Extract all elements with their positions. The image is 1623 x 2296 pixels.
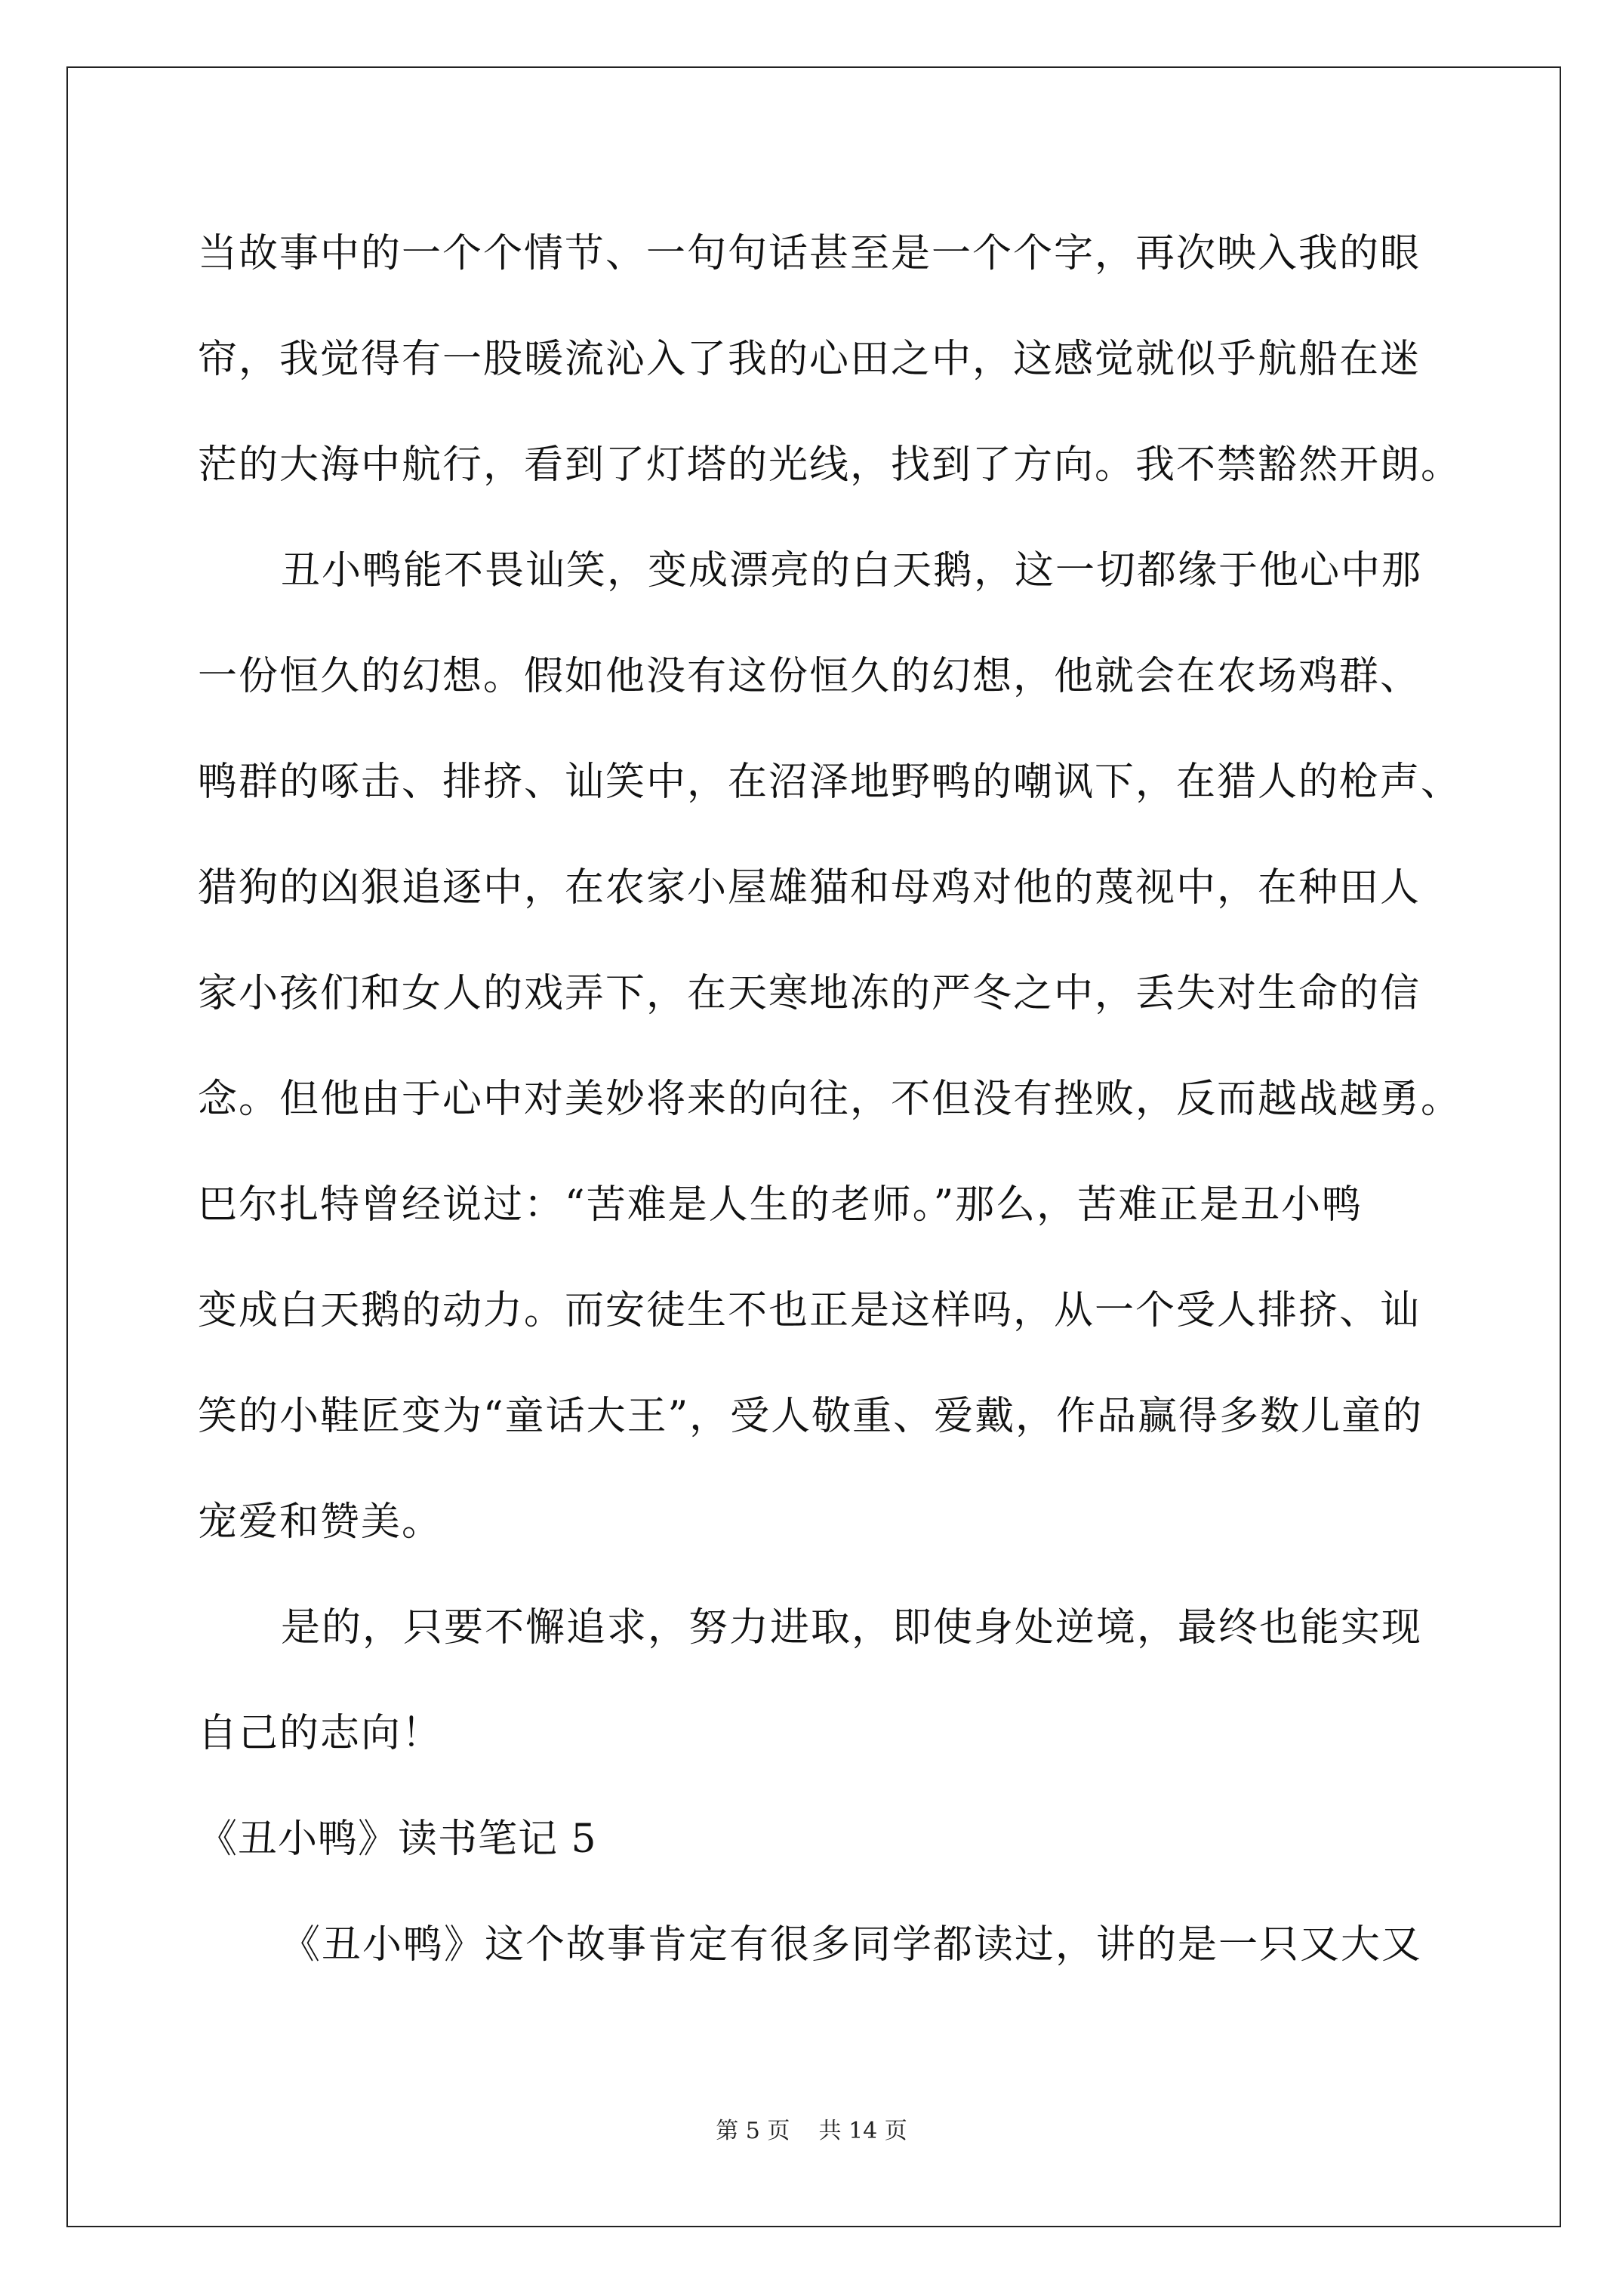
text-line-13: 宠爱和赞美。 (198, 1499, 443, 1545)
text-line-12: 笑的小鞋匠变为“童话大王”，受人敬重、爱戴，作品赢得多数儿童的 (198, 1394, 1424, 1439)
text-line-7: 猎狗的凶狠追逐中，在农家小屋雄猫和母鸡对他的蔑视中，在种田人 (198, 865, 1421, 911)
text-line-5: 一份恒久的幻想。假如他没有这份恒久的幻想，他就会在农场鸡群、 (198, 654, 1421, 699)
text-line-3: 茫的大海中航行，看到了灯塔的光线，找到了方向。我不禁豁然开朗。 (198, 442, 1462, 488)
text-line-15: 自己的志向！ (198, 1711, 443, 1756)
text-line-6: 鸭群的啄击、排挤、讪笑中，在沼泽地野鸭的嘲讽下，在猎人的枪声、 (198, 760, 1462, 805)
section-title: 《丑小鸭》读书笔记 5 (198, 1817, 597, 1862)
text-line-10: 巴尔扎特曾经说过：“苦难是人生的老师。”那么，苦难正是丑小鸭 (198, 1182, 1363, 1228)
page-footer (0, 2118, 1623, 2145)
page-number: 第 5 页 (716, 2118, 790, 2144)
page-border (66, 66, 1561, 2227)
text-line-14: 是的，只要不懈追求，努力进取，即使身处逆境，最终也能实现 (281, 1605, 1423, 1650)
text-line-1: 当故事中的一个个情节、一句句话甚至是一个个字，再次映入我的眼 (198, 231, 1421, 276)
text-line-4: 丑小鸭能不畏讪笑，变成漂亮的白天鹅，这一切都缘于他心中那 (281, 548, 1423, 593)
text-line-11: 变成白天鹅的动力。而安徒生不也正是这样吗，从一个受人排挤、讪 (198, 1288, 1421, 1333)
text-line-2: 帘，我觉得有一股暖流沁入了我的心田之中，这感觉就似乎航船在迷 (198, 337, 1421, 382)
text-line-17: 《丑小鸭》这个故事肯定有很多同学都读过，讲的是一只又大又 (281, 1922, 1423, 1968)
page-total: 共 14 页 (818, 2118, 907, 2144)
text-line-8: 家小孩们和女人的戏弄下，在天寒地冻的严冬之中，丢失对生命的信 (198, 971, 1421, 1016)
text-line-9: 念。但他由于心中对美妙将来的向往，不但没有挫败，反而越战越勇。 (198, 1077, 1462, 1122)
